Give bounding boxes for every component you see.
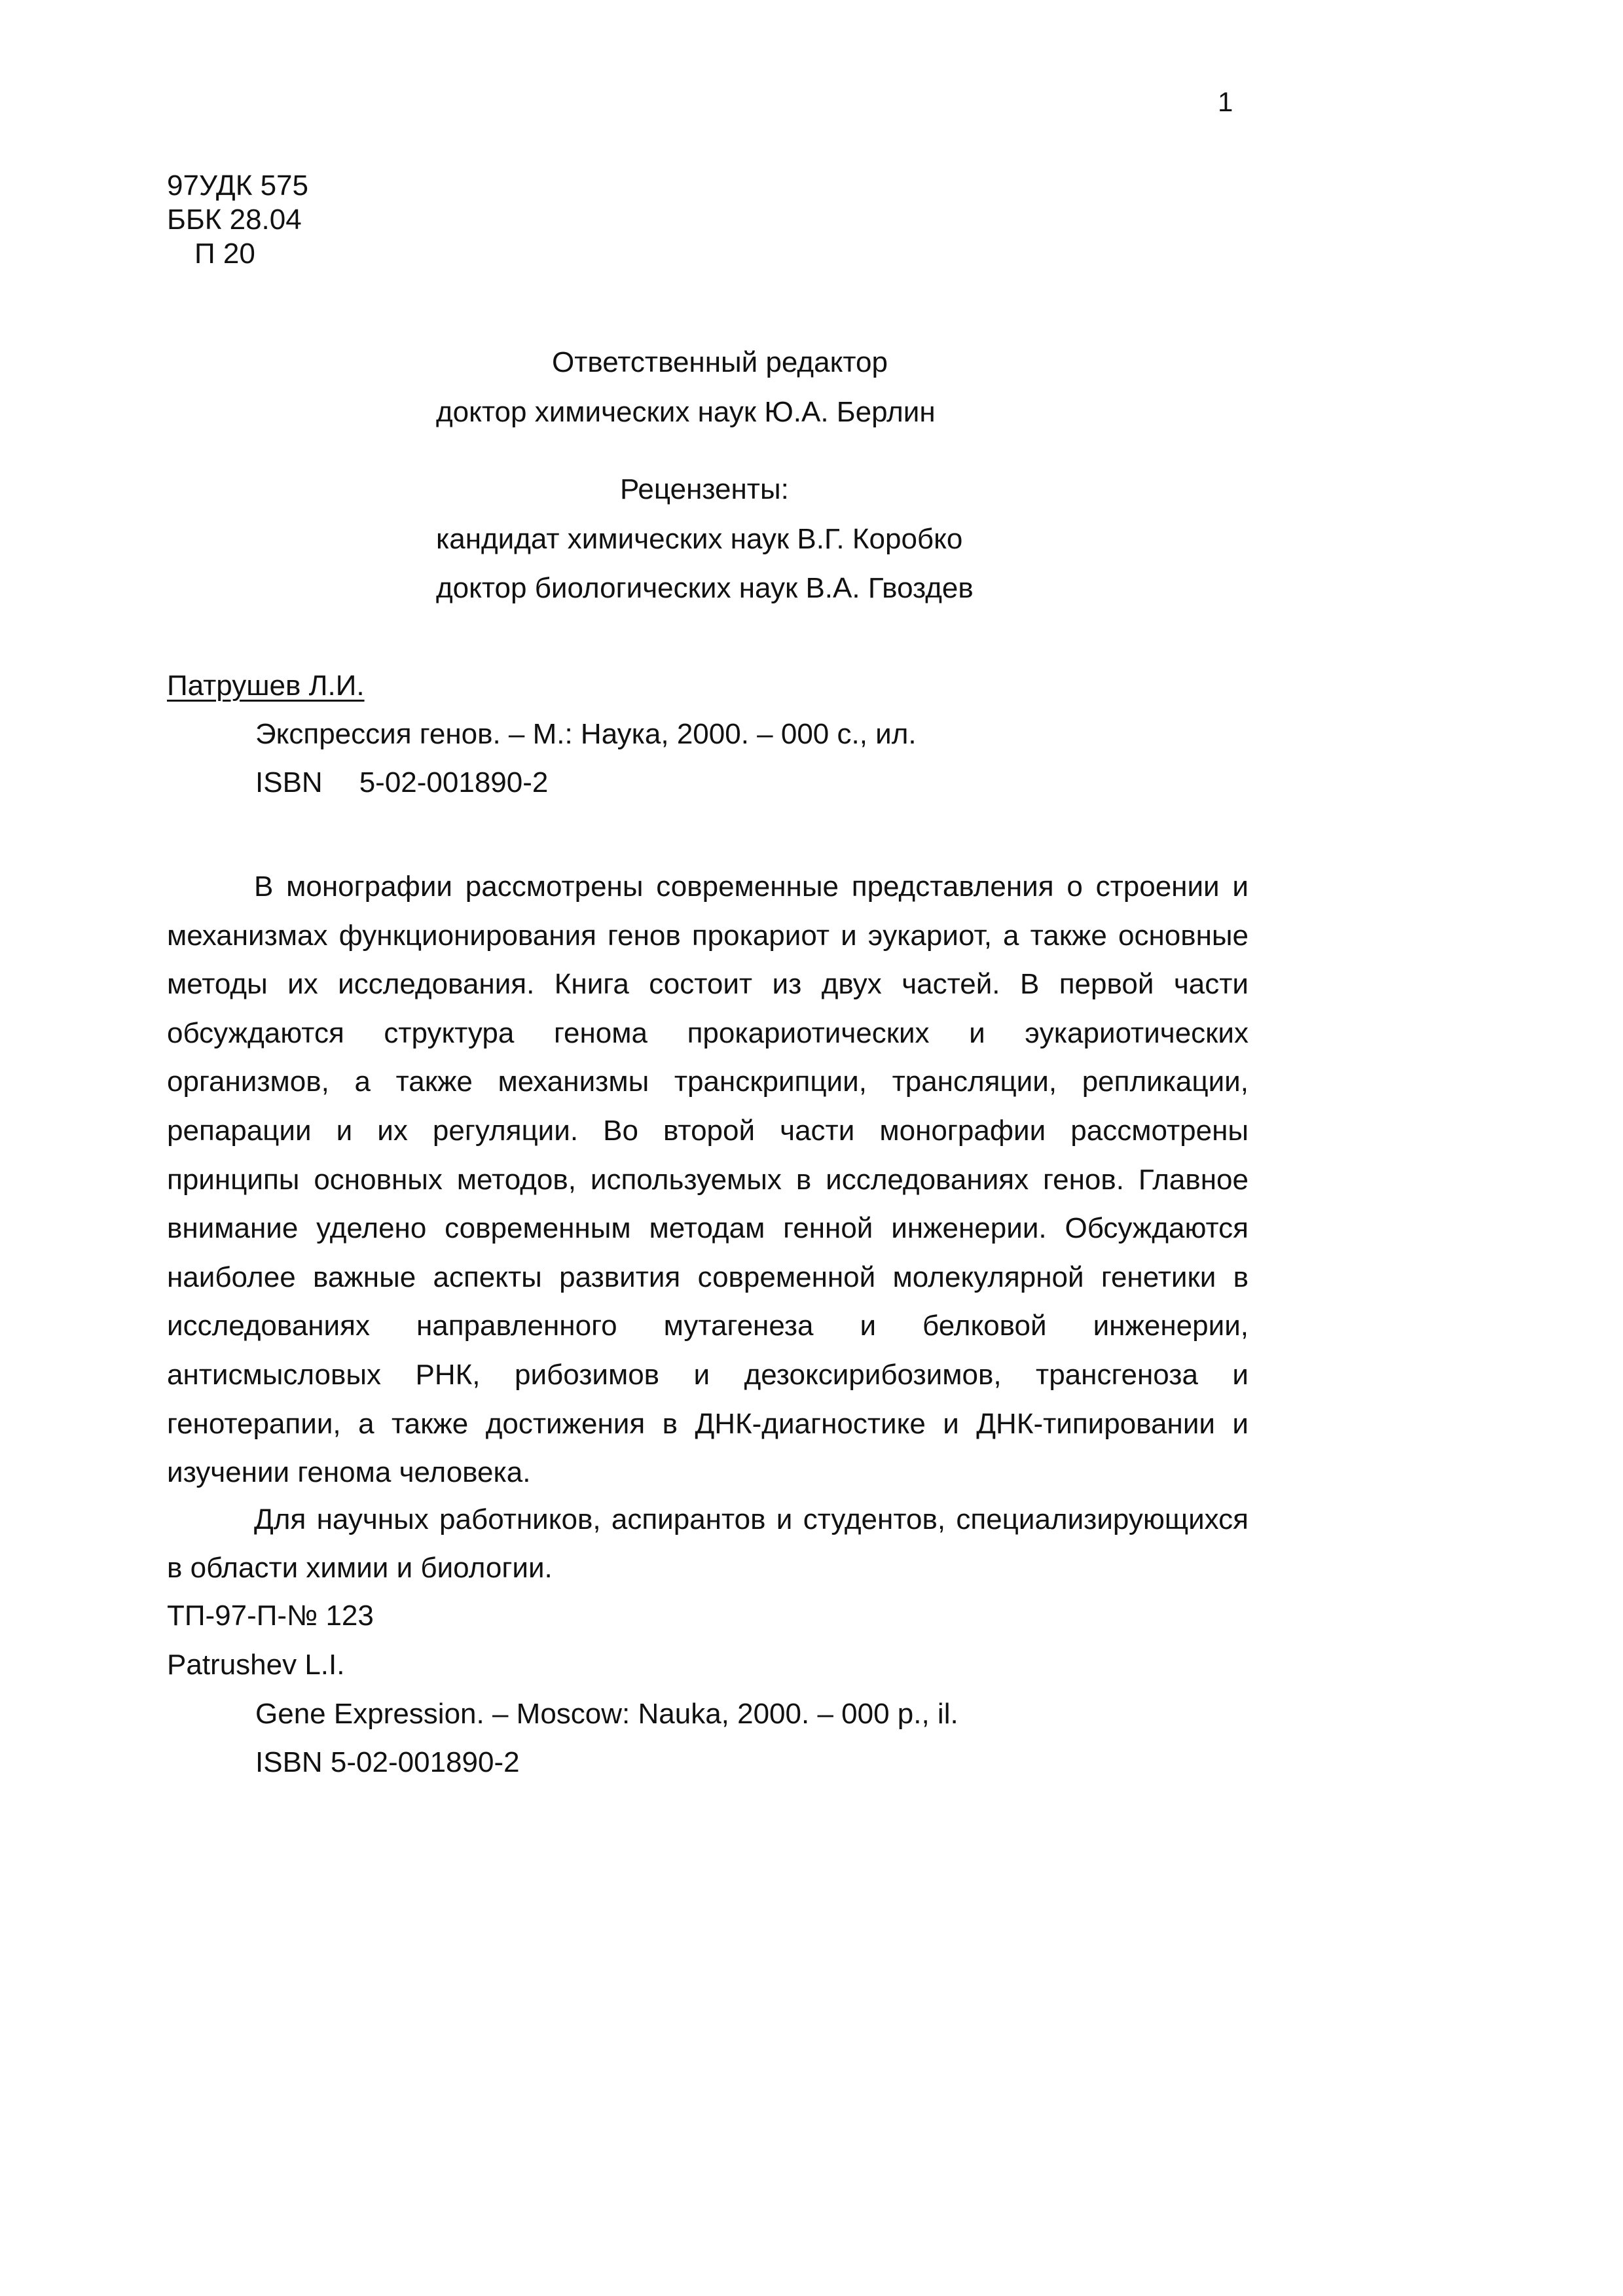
abstract: В монографии рассмотрены современные представления о строении и механизмах функционирования генов прокариот и эукариот, а также основные методы их исследования. Книга состоит из двух частей. В первой части обсуждаются структура генома прокариотических и эукариотических организмов, а также механизмы транскрипции, трансляции, репликации, репарации и их регуляции. Во второй части монографии рассмотрены принципы основных методов, используемых в исследованиях генов. Главное внимание уделено современным методам генной инженерии. Обсуждаются наиболее важные аспекты развития современной молекулярной генетики в исследованиях направленного мутагенеза и белковой инженерии, антисмысловых РНК, рибозимов и дезоксирибозимов, трансгеноза и генотерапии, а также достижения в ДНК-диагностике и ДНК-типировании и изучении генома человека. [167, 870, 1249, 1489]
reviewer-2: доктор биологических наук В.А. Гвоздев [436, 572, 974, 604]
author-ru: Патрушев Л.И. [167, 670, 365, 702]
reviewer-1: кандидат химических наук В.Г. Коробко [436, 523, 963, 555]
editor-name: доктор химических наук Ю.А. Берлин [436, 396, 936, 428]
editor-role: Ответственный редактор [552, 346, 888, 378]
reviewers-heading: Рецензенты: [620, 473, 789, 505]
plan-code: ТП-97-П-№ 123 [167, 1600, 374, 1632]
isbn-ru [255, 766, 548, 800]
classification-block [167, 169, 308, 271]
page-number: 1 [1218, 86, 1233, 117]
bbk-code: ББК 28.04 [167, 204, 302, 236]
isbn-label: ISBN [255, 766, 323, 798]
citation-ru: Экспрессия генов. – М.: Наука, 2000. – 000 с., ил. [255, 718, 917, 750]
author-mark: П 20 [194, 238, 255, 270]
isbn-number: 5-02-001890-2 [359, 766, 549, 798]
audience: Для научных работников, аспирантов и студентов, специализирующихся в области химии и биологии. [167, 1503, 1249, 1584]
citation-en: Gene Expression. – Moscow: Nauka, 2000. – 000 p., il. [255, 1698, 958, 1730]
isbn-en: ISBN 5-02-001890-2 [255, 1746, 520, 1778]
author-en: Patrushev L.I. [167, 1649, 345, 1681]
udk-code: 97УДК 575 [167, 170, 308, 202]
